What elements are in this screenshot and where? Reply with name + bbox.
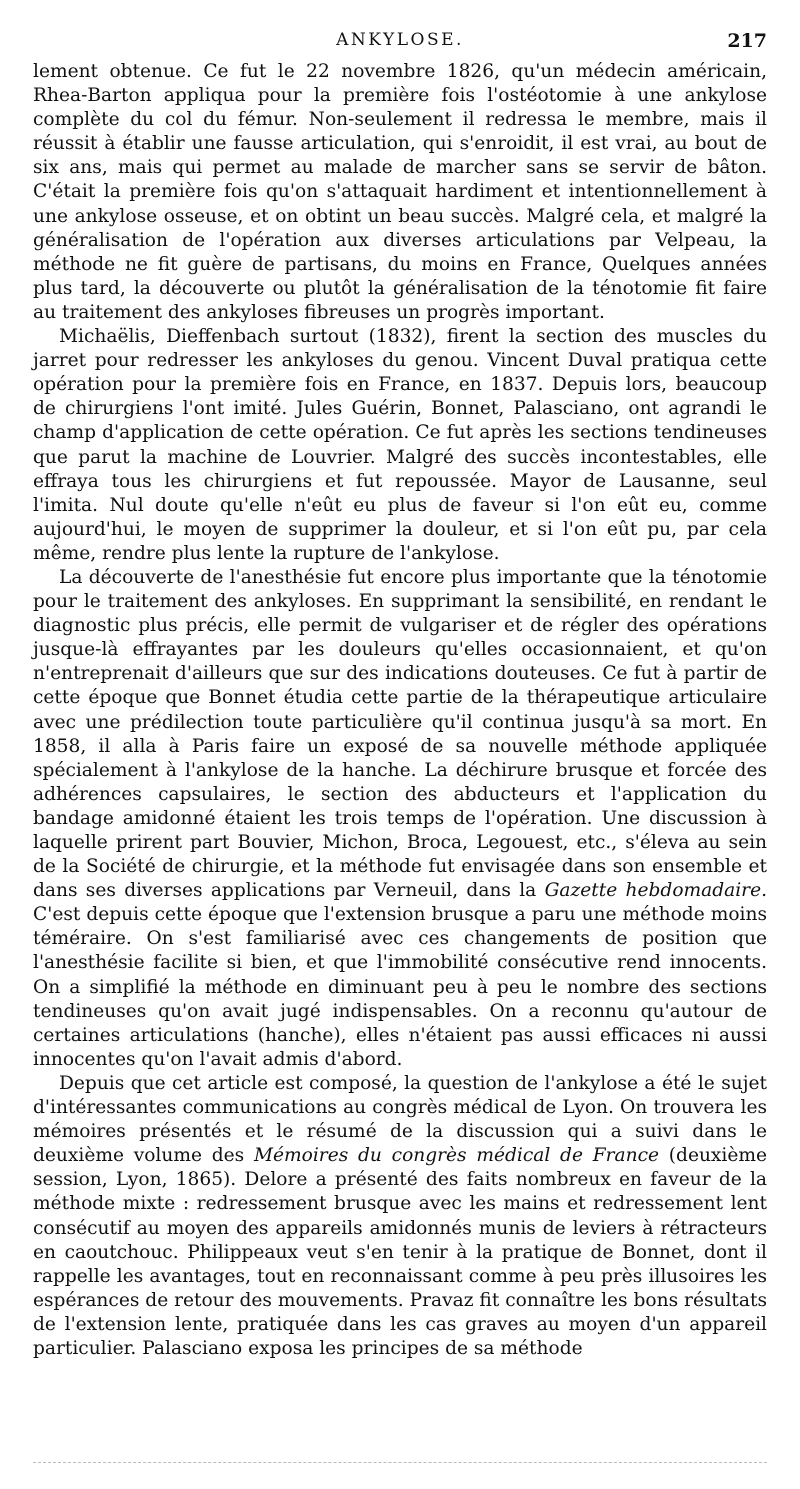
paragraph-text: lement obtenue. Ce fut le 22 novembre 1826, qu'un médecin américain, Rhea-Barton appliqua pour la première fois l'ostéotomie à une ankylose complète du col du fémur. Non-seulement il redressa le membre, mais il réussit à établir une fausse articulation, qui s'enroidit, il est vrai, au bout de six ans, mais qui permet au malade de marcher sans se servir de bâton. C'était la première fois qu'on s'attaquait hardiment et intentionnellement à une ankylose osseuse, et on obtint un beau succès. Malgré cela, et malgré la généralisation de l'opération aux diverses articulations par Velpeau, la méthode ne fit guère de partisans, du moins en France, Quelques années plus tard, la découverte ou plutôt la généralisation de la ténotomie fit faire au traitement des ankyloses fibreuses un progrès important. [33,61,767,323]
paragraph-tenotomy [33,325,767,566]
paragraph-text: (deuxième session, Lyon, 1865). Delore a présenté des faits nombreux en faveur de la méthode mixte : redressement brusque avec les mains et redressement lent consécutif au moyen des appareils amidonnés munis de leviers à rétracteurs en caoutchouc. Philippeaux veut s'en tenir à la pratique de Bonnet, dont il rappelle les avantages, tout en reconnaissant comme à peu près illusoires les espérances de retour des mouvements. Pravaz fit connaître les bons résultats de l'extension lente, pratiquée dans les cas graves au moyen d'un appareil particulier. Palasciano exposa les principes de sa méthode [33,1145,767,1359]
page-number: 217 [727,30,767,52]
running-head [33,30,767,56]
publication-title: Mémoires du congrès médical de France [253,1145,660,1167]
paragraph-congress [33,1072,767,1361]
journal-title: Gazette hebdomadaire. [544,880,767,902]
paragraph-text: C'est depuis cette époque que l'extension brusque a paru une méthode moins téméraire. On s'est familiarisé avec ces changements de position que l'anesthésie facilite si bien, et que l'immobilité consécutive rend innocents. On a simplifié la méthode en diminuant peu à peu le nombre des sections tendineuses qu'on avait jugé indispensables. On a reconnu qu'autour de certaines articulations (hanche), elles n'étaient pas aussi efficaces ni aussi innocentes qu'on l'avait admis d'abord. [33,904,767,1070]
footer-rule [33,1462,767,1463]
paragraph-anesthesia [33,566,767,1072]
running-title: ANKYLOSE. [336,30,464,50]
body-text [33,60,767,1361]
paragraph-text: Depuis que cet article est composé, la question de l'ankylose a été le sujet d'intéressantes communications au congrès médical de Lyon. On trouvera les mémoires présentés et le résumé de la discussion qui a suivi dans le deuxième volume des [33,1072,767,1167]
paragraph-continuation [33,60,767,325]
paragraph-text: Michaëlis, Dieffenbach surtout (1832), firent la section des muscles du jarret pour redresser les ankyloses du genou. Vincent Duval pratiqua cette opération pour la première fois en France, en 1837. Depuis lors, beaucoup de chirurgiens l'ont imité. Jules Guérin, Bonnet, Palasciano, ont agrandi le champ d'application de cette opération. Ce fut après les sections tendineuses que parut la machine de Louvrier. Malgré des succès incontestables, elle effraya tous les chirurgiens et fut repoussée. Mayor de Lausanne, seul l'imita. Nul doute qu'elle n'eût eu plus de faveur si l'on eût eu, comme aujourd'hui, le moyen de supprimer la douleur, et si l'on eût pu, par cela même, rendre plus lente la rupture de l'ankylose. [33,326,767,564]
paragraph-text: La découverte de l'anesthésie fut encore plus importante que la ténotomie pour le traitement des ankyloses. En supprimant la sensibilité, en rendant le diagnostic plus précis, elle permit de vulgariser et de régler des opérations jusque-là effrayantes par les douleurs qu'elles occasionnaient, et qu'on n'entreprenait d'ailleurs que sur des indications douteuses. Ce fut à partir de cette époque que Bonnet étudia cette partie de la thérapeutique articulaire avec une prédilection toute particulière qu'il continua jusqu'à sa mort. En 1858, il alla à Paris faire un exposé de sa nouvelle méthode appliquée spécialement à l'ankylose de la hanche. La déchirure brusque et forcée des adhérences capsulaires, le section des abducteurs et l'application du bandage amidonné étaient les trois temps de l'opération. Une discussion à laquelle prirent part Bouvier, Michon, Broca, Legouest, etc., s'éleva au sein de la Société de chirurgie, et la méthode fut envisagée dans son ensemble et dans ses diverses applications par Verneuil, dans la [33,566,767,902]
